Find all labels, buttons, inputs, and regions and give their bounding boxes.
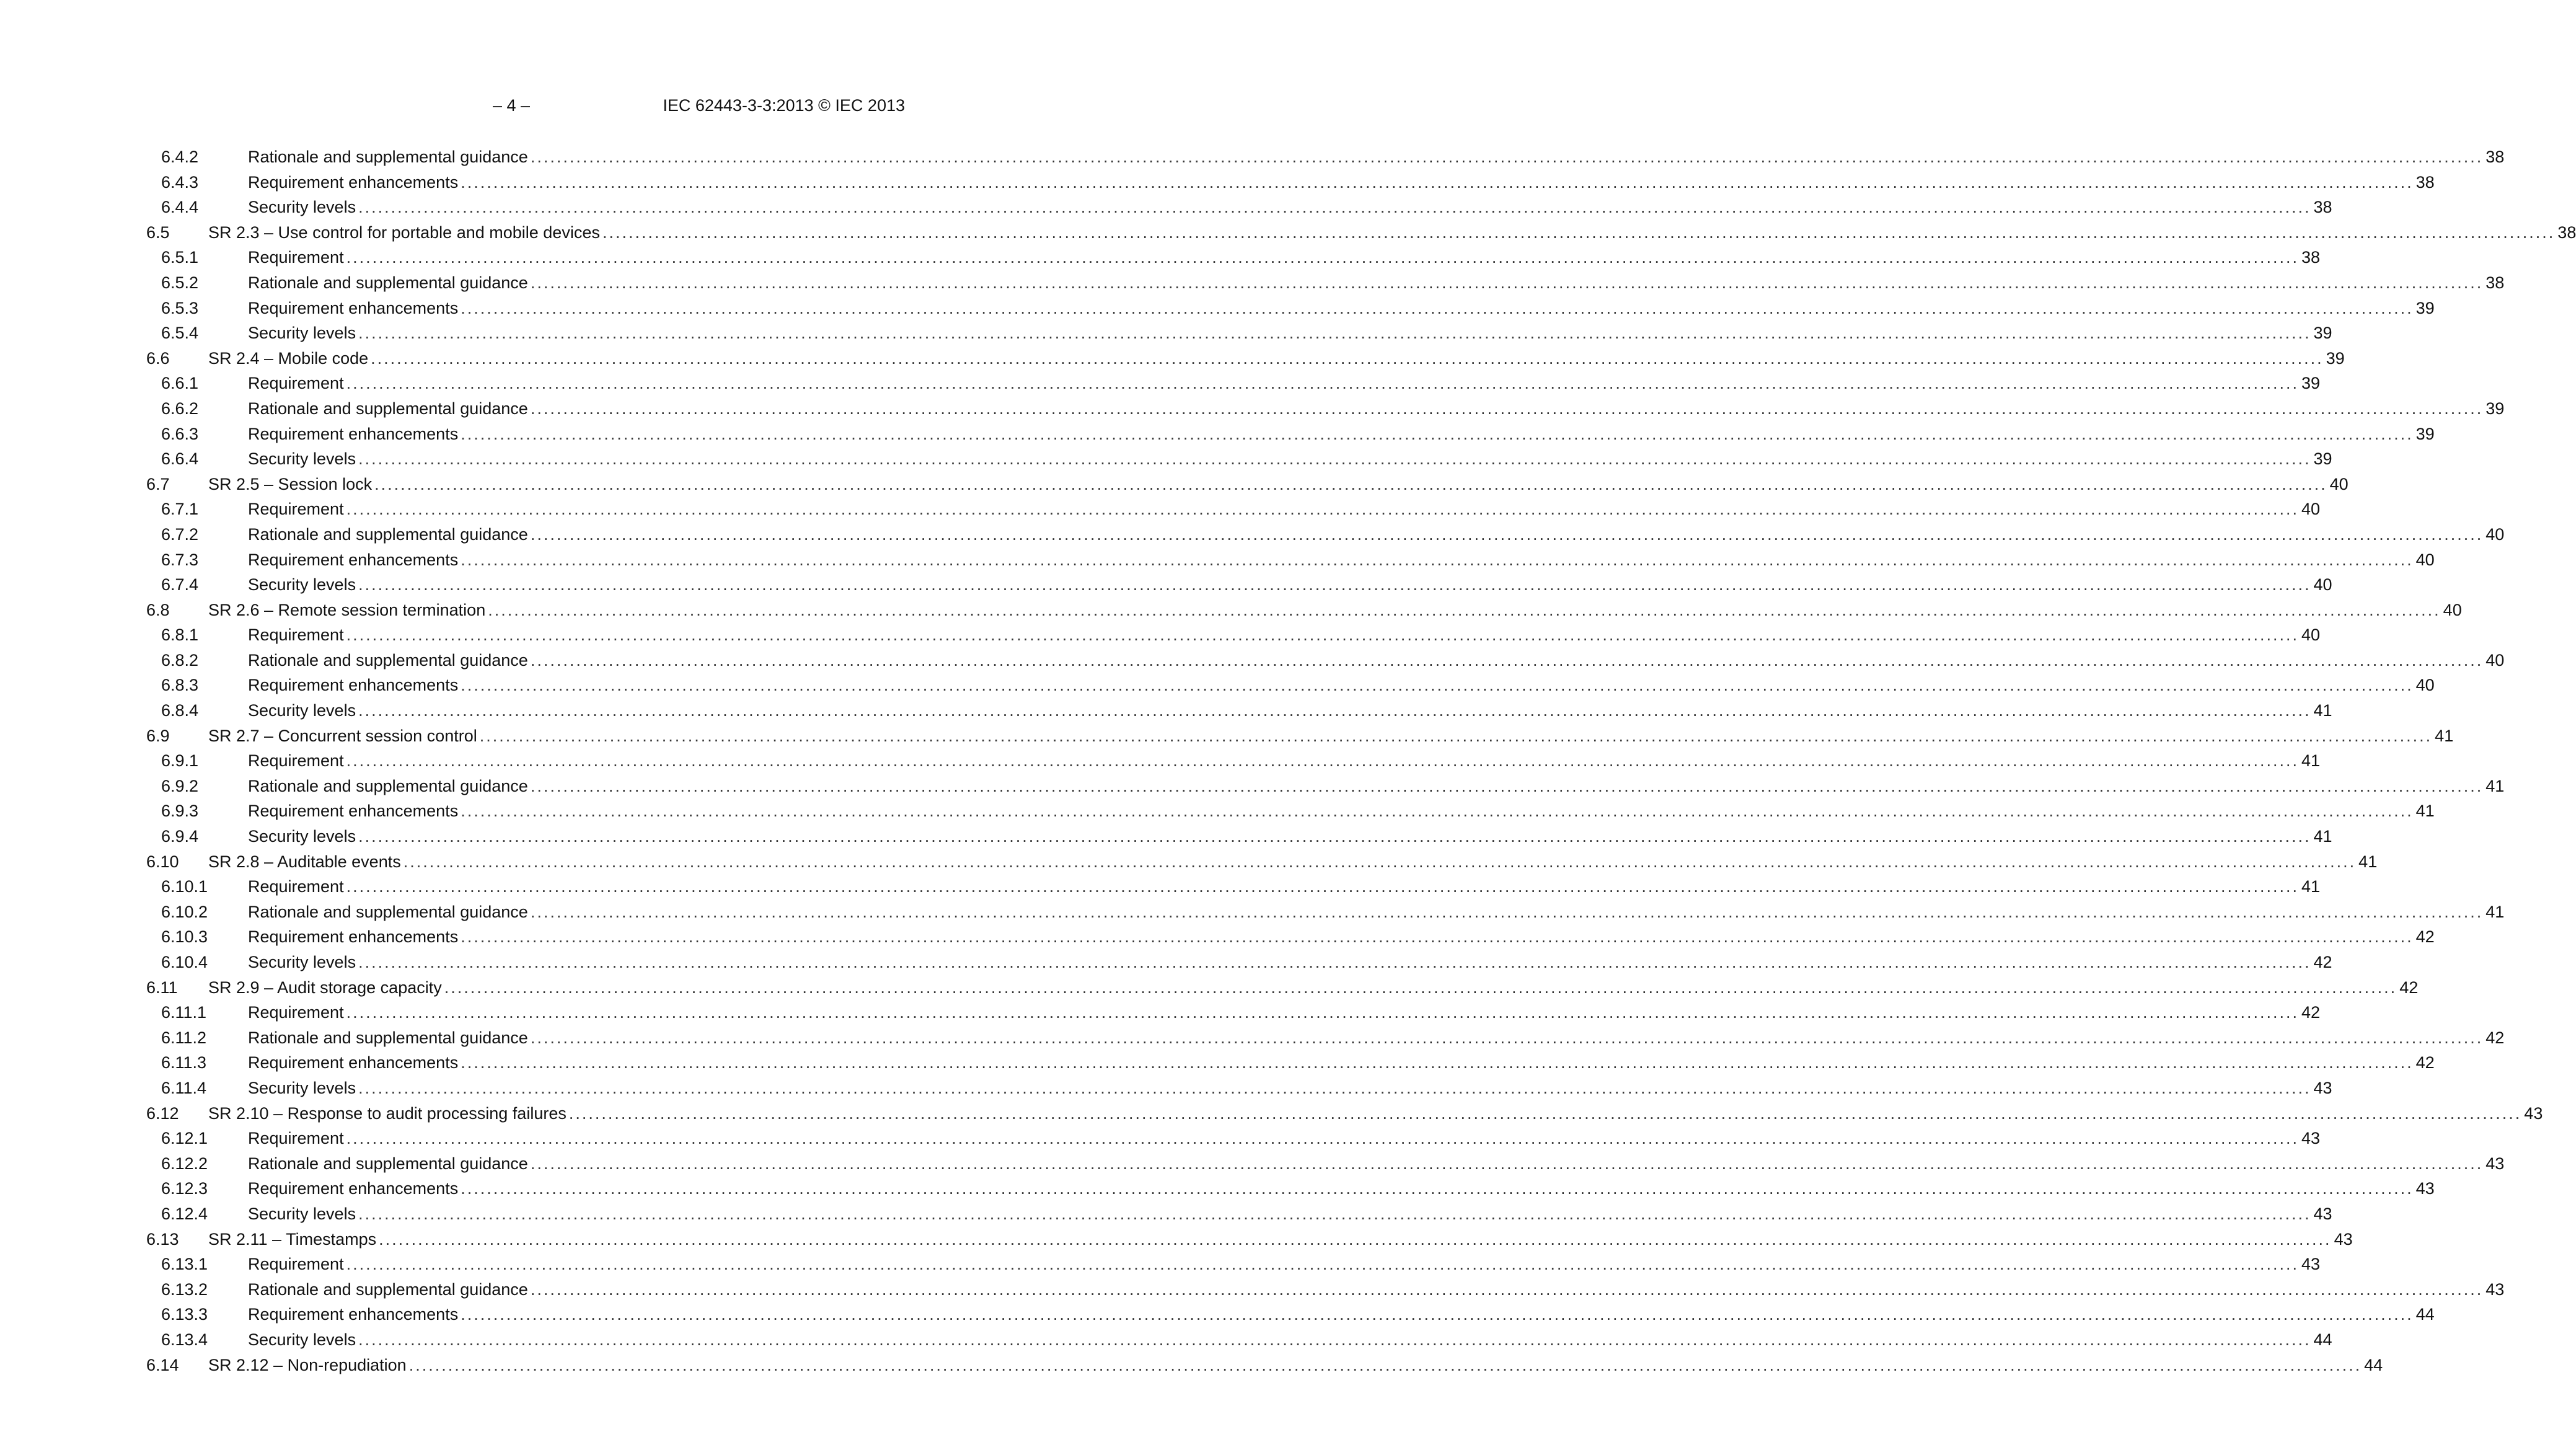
toc-entry[interactable]: [146, 824, 2332, 849]
toc-entry-number: 6.6.4: [161, 449, 199, 469]
toc-entry-line: [248, 874, 2321, 900]
toc-dot-leader: ............................................................................................................................................................................................................................................................................................................: [346, 248, 2300, 267]
toc-entry[interactable]: [146, 1252, 2321, 1277]
toc-dot-leader: ............................................................................................................................................................................................................................................................................................................: [461, 1179, 2414, 1198]
toc-entry-title: Rationale and supplemental guidance: [248, 902, 528, 921]
toc-entry-line: [248, 824, 2332, 849]
toc-dot-leader: ............................................................................................................................................................................................................................................................................................................: [461, 298, 2414, 317]
toc-entry-line: [248, 774, 2505, 799]
toc-entry-page-number: 42: [2415, 927, 2435, 947]
toc-entry-title: Rationale and supplemental guidance: [248, 148, 528, 166]
toc-entry-title: Requirement enhancements: [248, 172, 459, 192]
toc-entry[interactable]: [146, 572, 2332, 598]
toc-entry-number: 6.13.4: [161, 1330, 208, 1349]
toc-entry[interactable]: [146, 1025, 2505, 1051]
toc-dot-leader: ............................................................................................................................................................................................................................................................................................................: [346, 877, 2300, 896]
toc-entry-number: 6.6.1: [161, 374, 199, 393]
toc-entry[interactable]: [146, 975, 2419, 1001]
toc-entry-page-number: 43: [2415, 1179, 2435, 1198]
toc-entry[interactable]: [146, 371, 2321, 396]
toc-dot-leader: ............................................................................................................................................................................................................................................................................................................: [379, 1229, 2332, 1249]
toc-entry-title: Security levels: [248, 1204, 356, 1223]
toc-entry[interactable]: [146, 798, 2435, 824]
toc-entry[interactable]: [146, 195, 2332, 220]
toc-entry-title: Security levels: [248, 827, 356, 846]
toc-entry-line: [208, 1227, 2353, 1252]
toc-entry-number: 6.8.1: [161, 626, 199, 645]
toc-entry-line: [248, 1302, 2435, 1327]
toc-entry-line: [248, 1327, 2332, 1353]
toc-entry-title: SR 2.5 – Session lock: [208, 474, 373, 493]
toc-entry-number: 6.7.4: [161, 575, 199, 595]
toc-entry-line: [208, 346, 2345, 371]
toc-entry-number: 6.11.2: [161, 1028, 207, 1047]
toc-dot-leader: ............................................................................................................................................................................................................................................................................................................: [461, 1053, 2414, 1072]
toc-entry-title: SR 2.6 – Remote session termination: [208, 600, 486, 619]
toc-entry-line: [248, 170, 2435, 195]
toc-entry-line: [208, 723, 2454, 749]
toc-entry-line: [208, 849, 2378, 875]
toc-dot-leader: ............................................................................................................................................................................................................................................................................................................: [358, 575, 2311, 595]
toc-entry-title: Requirement: [248, 877, 344, 896]
toc-dot-leader: ............................................................................................................................................................................................................................................................................................................: [358, 701, 2311, 720]
toc-entry-line: [248, 547, 2435, 573]
toc-entry-page-number: 41: [2313, 827, 2332, 846]
toc-entry[interactable]: [146, 497, 2321, 522]
toc-entry-page-number: 40: [2486, 650, 2505, 670]
toc-entry-page-number: 39: [2326, 348, 2345, 368]
toc-entry-number: 6.4.2: [161, 148, 199, 166]
toc-dot-leader: ............................................................................................................................................................................................................................................................................................................: [358, 449, 2311, 469]
toc-entry-line: [248, 396, 2505, 422]
toc-entry-number: 6.11: [146, 978, 178, 997]
toc-entry-title: Security levels: [248, 575, 356, 595]
toc-entry-line: [208, 220, 2576, 245]
toc-entry[interactable]: [146, 723, 2454, 749]
toc-entry-number: 6.8.3: [161, 676, 199, 695]
toc-entry-line: [248, 900, 2505, 925]
toc-entry-number: 6.8.4: [161, 701, 199, 720]
toc-dot-leader: ............................................................................................................................................................................................................................................................................................................: [374, 474, 2327, 493]
toc-entry-title: Requirement enhancements: [248, 1305, 459, 1324]
toc-entry-number: 6.8.2: [161, 650, 199, 670]
toc-entry-line: [248, 748, 2321, 774]
toc-entry-title: Requirement enhancements: [248, 802, 459, 821]
toc-entry-title: Requirement enhancements: [248, 927, 459, 947]
toc-entry-page-number: 41: [2301, 877, 2321, 896]
toc-entry[interactable]: [146, 622, 2321, 648]
toc-entry-page-number: 40: [2329, 474, 2349, 493]
toc-dot-leader: ............................................................................................................................................................................................................................................................................................................: [530, 524, 2484, 544]
toc-entry-number: 6.5: [146, 223, 170, 242]
toc-entry-title: Rationale and supplemental guidance: [248, 1280, 528, 1299]
toc-entry[interactable]: [146, 1277, 2505, 1302]
toc-entry-page-number: 42: [2399, 978, 2419, 997]
toc-entry[interactable]: [146, 422, 2435, 447]
toc-entry-page-number: 41: [2486, 776, 2505, 795]
toc-entry-title: SR 2.11 – Timestamps: [208, 1229, 377, 1249]
toc-entry[interactable]: [146, 598, 2462, 623]
toc-dot-leader: ............................................................................................................................................................................................................................................................................................................: [461, 927, 2414, 947]
toc-entry-page-number: 44: [2364, 1355, 2383, 1374]
toc-entry-number: 6.5.3: [161, 298, 199, 317]
toc-entry-number: 6.7.2: [161, 524, 199, 544]
toc-entry[interactable]: [146, 1327, 2332, 1353]
toc-entry-line: [248, 144, 2505, 170]
toc-entry-title: Requirement enhancements: [248, 676, 459, 695]
toc-entry-line: [248, 1151, 2505, 1177]
toc-entry-line: [248, 522, 2505, 547]
toc-entry-page-number: 41: [2358, 852, 2378, 871]
toc-entry-number: 6.6.2: [161, 399, 199, 418]
toc-entry-page-number: 43: [2301, 1129, 2321, 1148]
toc-dot-leader: ............................................................................................................................................................................................................................................................................................................: [403, 852, 2357, 871]
toc-entry-title: Rationale and supplemental guidance: [248, 273, 528, 292]
toc-entry[interactable]: [146, 245, 2321, 270]
toc-entry-page-number: 44: [2415, 1305, 2435, 1324]
toc-entry-number: 6.9.2: [161, 776, 199, 795]
toc-entry-line: [208, 1353, 2383, 1378]
page-number: – 4 –: [493, 96, 531, 115]
toc-entry-title: Security levels: [248, 701, 356, 720]
toc-dot-leader: ............................................................................................................................................................................................................................................................................................................: [530, 776, 2484, 795]
toc-entry-page-number: 43: [2486, 1154, 2505, 1173]
toc-dot-leader: ............................................................................................................................................................................................................................................................................................................: [346, 374, 2300, 393]
toc-entry-title: SR 2.7 – Concurrent session control: [208, 726, 477, 745]
toc-dot-leader: ............................................................................................................................................................................................................................................................................................................: [568, 1103, 2522, 1123]
toc-entry[interactable]: [146, 1201, 2332, 1227]
toc-entry-title: SR 2.4 – Mobile code: [208, 348, 369, 368]
toc-dot-leader: ............................................................................................................................................................................................................................................................................................................: [479, 726, 2433, 745]
toc-entry-page-number: 40: [2301, 626, 2321, 645]
toc-entry-page-number: 39: [2415, 298, 2435, 317]
toc-entry-page-number: 38: [2557, 223, 2576, 242]
toc-entry-number: 6.13: [146, 1229, 179, 1249]
toc-entry-line: [248, 497, 2321, 522]
toc-entry[interactable]: [146, 1302, 2435, 1327]
toc-entry-number: 6.14: [146, 1355, 179, 1374]
toc-dot-leader: ............................................................................................................................................................................................................................................................................................................: [530, 1154, 2484, 1173]
toc-dot-leader: ............................................................................................................................................................................................................................................................................................................: [408, 1355, 2362, 1374]
toc-entry[interactable]: [146, 170, 2435, 195]
toc-entry-title: Requirement: [248, 1129, 344, 1148]
toc-dot-leader: ............................................................................................................................................................................................................................................................................................................: [530, 399, 2484, 418]
toc-dot-leader: ............................................................................................................................................................................................................................................................................................................: [488, 600, 2441, 619]
toc-entry-page-number: 43: [2486, 1280, 2505, 1299]
toc-entry-page-number: 38: [2301, 248, 2321, 267]
toc-entry-line: [248, 673, 2435, 698]
toc-entry-title: Requirement: [248, 374, 344, 393]
toc-entry-number: 6.5.1: [161, 248, 199, 267]
toc-entry-title: Rationale and supplemental guidance: [248, 524, 528, 544]
toc-dot-leader: ............................................................................................................................................................................................................................................................................................................: [346, 1255, 2300, 1274]
toc-entry-page-number: 39: [2313, 324, 2332, 343]
toc-entry[interactable]: [146, 1050, 2435, 1076]
toc-entry[interactable]: [146, 950, 2332, 975]
toc-entry-title: Security levels: [248, 953, 356, 971]
toc-entry-title: Rationale and supplemental guidance: [248, 776, 528, 795]
toc-entry-title: SR 2.10 – Response to audit processing failures: [208, 1103, 567, 1123]
toc-entry-number: 6.5.2: [161, 273, 199, 292]
toc-entry-page-number: 38: [2313, 198, 2332, 217]
toc-entry-number: 6.10.3: [161, 927, 208, 947]
toc-entry-page-number: 43: [2313, 1204, 2332, 1223]
toc-entry-line: [248, 321, 2332, 346]
toc-dot-leader: ............................................................................................................................................................................................................................................................................................................: [461, 550, 2414, 569]
toc-entry-line: [248, 1000, 2321, 1025]
toc-entry[interactable]: [146, 673, 2435, 698]
toc-entry[interactable]: [146, 321, 2332, 346]
toc-entry[interactable]: [146, 900, 2505, 925]
toc-entry-page-number: 40: [2415, 550, 2435, 569]
toc-entry-number: 6.6.3: [161, 424, 199, 443]
toc-dot-leader: ............................................................................................................................................................................................................................................................................................................: [346, 751, 2300, 771]
toc-entry-page-number: 38: [2486, 273, 2505, 292]
toc-dot-leader: ............................................................................................................................................................................................................................................................................................................: [444, 978, 2397, 997]
toc-entry[interactable]: [146, 1176, 2435, 1201]
toc-entry-line: [248, 270, 2505, 296]
toc-entry[interactable]: [146, 774, 2505, 799]
toc-entry[interactable]: [146, 522, 2505, 547]
toc-dot-leader: ............................................................................................................................................................................................................................................................................................................: [346, 1003, 2300, 1022]
toc-dot-leader: ............................................................................................................................................................................................................................................................................................................: [530, 273, 2484, 292]
toc-dot-leader: ............................................................................................................................................................................................................................................................................................................: [346, 626, 2300, 645]
toc-entry-line: [248, 296, 2435, 321]
toc-entry-page-number: 38: [2415, 172, 2435, 192]
toc-entry-number: 6.9.1: [161, 751, 199, 771]
toc-entry-title: Requirement: [248, 1255, 344, 1274]
toc-entry-number: 6.8: [146, 600, 170, 619]
toc-entry[interactable]: [146, 296, 2435, 321]
toc-entry[interactable]: [146, 270, 2505, 296]
toc-entry-page-number: 42: [2313, 953, 2332, 971]
toc-entry-page-number: 41: [2435, 726, 2454, 745]
toc-entry[interactable]: [146, 1353, 2383, 1378]
toc-entry-number: 6.11.1: [161, 1003, 207, 1022]
toc-entry-title: Security levels: [248, 324, 356, 343]
toc-dot-leader: ............................................................................................................................................................................................................................................................................................................: [530, 1028, 2484, 1047]
toc-entry[interactable]: [146, 220, 2576, 245]
toc-entry-line: [248, 1277, 2505, 1302]
toc-entry-number: 6.4.4: [161, 198, 199, 217]
toc-entry-line: [208, 975, 2419, 1001]
toc-entry-title: Rationale and supplemental guidance: [248, 650, 528, 670]
toc-entry-number: 6.5.4: [161, 324, 199, 343]
toc-entry-number: 6.12.4: [161, 1204, 208, 1223]
toc-entry[interactable]: [146, 144, 2505, 170]
toc-entry-number: 6.10.1: [161, 877, 208, 896]
toc-entry[interactable]: [146, 446, 2332, 472]
toc-entry-page-number: 39: [2301, 374, 2321, 393]
toc-entry-number: 6.13.2: [161, 1280, 208, 1299]
toc-entry-page-number: 44: [2313, 1330, 2332, 1349]
toc-entry-line: [248, 798, 2435, 824]
toc-entry-title: Requirement: [248, 1003, 344, 1022]
toc-entry-line: [248, 1076, 2332, 1101]
toc-entry-page-number: 39: [2486, 399, 2505, 418]
toc-dot-leader: ............................................................................................................................................................................................................................................................................................................: [461, 802, 2414, 821]
toc-entry-page-number: 38: [2486, 148, 2505, 166]
toc-entry-page-number: 42: [2415, 1053, 2435, 1072]
toc-entry-page-number: 39: [2313, 449, 2332, 469]
toc-entry[interactable]: [146, 472, 2349, 497]
toc-entry-line: [248, 1201, 2332, 1227]
toc-entry[interactable]: [146, 1151, 2505, 1177]
toc-dot-leader: ............................................................................................................................................................................................................................................................................................................: [358, 1330, 2311, 1349]
toc-dot-leader: ............................................................................................................................................................................................................................................................................................................: [346, 1129, 2300, 1148]
toc-entry-page-number: 43: [2334, 1229, 2353, 1249]
toc-entry-line: [248, 446, 2332, 472]
page-header: [0, 96, 1025, 121]
toc-entry-page-number: 42: [2301, 1003, 2321, 1022]
table-of-contents: [146, 144, 2576, 1377]
toc-entry-number: 6.12.2: [161, 1154, 208, 1173]
toc-entry-number: 6.10.4: [161, 953, 208, 971]
toc-entry-number: 6.6: [146, 348, 170, 368]
toc-entry-line: [248, 245, 2321, 270]
toc-entry-line: [248, 1176, 2435, 1201]
toc-entry-title: SR 2.3 – Use control for portable and mobile devices: [208, 223, 600, 242]
toc-entry-line: [248, 422, 2435, 447]
toc-entry-number: 6.11.4: [161, 1078, 207, 1097]
toc-entry-title: SR 2.9 – Audit storage capacity: [208, 978, 442, 997]
toc-entry-page-number: 41: [2415, 802, 2435, 821]
toc-entry-page-number: 43: [2524, 1103, 2543, 1123]
toc-entry-title: Requirement enhancements: [248, 298, 459, 317]
toc-entry-page-number: 41: [2301, 751, 2321, 771]
toc-dot-leader: ............................................................................................................................................................................................................................................................................................................: [358, 827, 2311, 846]
toc-entry-page-number: 43: [2313, 1078, 2332, 1097]
toc-entry-title: Security levels: [248, 198, 356, 217]
toc-dot-leader: ............................................................................................................................................................................................................................................................................................................: [530, 1280, 2484, 1299]
toc-entry-title: Requirement: [248, 248, 344, 267]
toc-dot-leader: ............................................................................................................................................................................................................................................................................................................: [358, 198, 2311, 217]
toc-entry-line: [248, 371, 2321, 396]
toc-entry-number: 6.13.3: [161, 1305, 208, 1324]
toc-entry-line: [248, 924, 2435, 950]
toc-entry[interactable]: [146, 1101, 2543, 1126]
toc-entry-line: [248, 572, 2332, 598]
toc-entry[interactable]: [146, 748, 2321, 774]
toc-entry-number: 6.10: [146, 852, 179, 871]
toc-entry-line: [248, 648, 2505, 673]
toc-entry-title: Rationale and supplemental guidance: [248, 399, 528, 418]
toc-entry-number: 6.7.1: [161, 500, 199, 519]
toc-entry[interactable]: [146, 1076, 2332, 1101]
toc-entry[interactable]: [146, 547, 2435, 573]
toc-entry-title: SR 2.12 – Non-repudiation: [208, 1355, 407, 1374]
toc-entry-number: 6.7: [146, 474, 170, 493]
toc-entry-number: 6.9.3: [161, 802, 199, 821]
toc-entry-line: [248, 622, 2321, 648]
toc-entry[interactable]: [146, 396, 2505, 422]
toc-entry-title: SR 2.8 – Auditable events: [208, 852, 401, 871]
toc-entry-number: 6.9: [146, 726, 170, 745]
toc-dot-leader: ............................................................................................................................................................................................................................................................................................................: [461, 424, 2414, 443]
toc-entry-page-number: 39: [2415, 424, 2435, 443]
toc-entry-number: 6.4.3: [161, 172, 199, 192]
toc-entry[interactable]: [146, 874, 2321, 900]
toc-entry[interactable]: [146, 346, 2345, 371]
toc-dot-leader: ............................................................................................................................................................................................................................................................................................................: [530, 650, 2484, 670]
toc-entry-line: [248, 1252, 2321, 1277]
toc-entry-title: Requirement enhancements: [248, 1179, 459, 1198]
toc-entry-page-number: 40: [2486, 524, 2505, 544]
toc-entry[interactable]: [146, 1227, 2353, 1252]
toc-entry-page-number: 40: [2443, 600, 2462, 619]
toc-entry[interactable]: [146, 698, 2332, 723]
toc-entry-number: 6.12.3: [161, 1179, 208, 1198]
toc-dot-leader: ............................................................................................................................................................................................................................................................................................................: [530, 902, 2484, 921]
toc-dot-leader: ............................................................................................................................................................................................................................................................................................................: [371, 348, 2324, 368]
toc-entry-number: 6.12: [146, 1103, 179, 1123]
toc-dot-leader: ............................................................................................................................................................................................................................................................................................................: [346, 500, 2300, 519]
toc-entry-line: [248, 1050, 2435, 1076]
toc-dot-leader: ............................................................................................................................................................................................................................................................................................................: [461, 172, 2414, 192]
toc-dot-leader: ............................................................................................................................................................................................................................................................................................................: [461, 1305, 2414, 1324]
toc-dot-leader: ............................................................................................................................................................................................................................................................................................................: [358, 324, 2311, 343]
toc-entry[interactable]: [146, 849, 2378, 875]
toc-entry[interactable]: [146, 648, 2505, 673]
toc-entry[interactable]: [146, 924, 2435, 950]
toc-dot-leader: ............................................................................................................................................................................................................................................................................................................: [358, 953, 2311, 971]
toc-entry-title: Requirement: [248, 626, 344, 645]
toc-entry-line: [248, 698, 2332, 723]
toc-entry-line: [248, 1025, 2505, 1051]
toc-entry-title: Requirement enhancements: [248, 1053, 459, 1072]
toc-entry-page-number: 41: [2486, 902, 2505, 921]
toc-entry-page-number: 43: [2301, 1255, 2321, 1274]
toc-entry-page-number: 41: [2313, 701, 2332, 720]
toc-entry-title: Rationale and supplemental guidance: [248, 1154, 528, 1173]
toc-entry-line: [208, 1101, 2543, 1126]
toc-entry-number: 6.9.4: [161, 827, 199, 846]
toc-entry-title: Security levels: [248, 1078, 356, 1097]
toc-entry-title: Requirement: [248, 751, 344, 771]
toc-entry-page-number: 40: [2415, 676, 2435, 695]
toc-entry-line: [208, 472, 2349, 497]
toc-entry-number: 6.12.1: [161, 1129, 208, 1148]
toc-entry-page-number: 40: [2301, 500, 2321, 519]
toc-entry[interactable]: [146, 1000, 2321, 1025]
toc-dot-leader: ............................................................................................................................................................................................................................................................................................................: [461, 676, 2414, 695]
toc-entry-number: 6.13.1: [161, 1255, 208, 1274]
toc-entry-title: Requirement: [248, 500, 344, 519]
toc-entry-title: Requirement enhancements: [248, 424, 459, 443]
toc-dot-leader: ............................................................................................................................................................................................................................................................................................................: [358, 1078, 2311, 1097]
toc-entry[interactable]: [146, 1126, 2321, 1151]
toc-entry-title: Rationale and supplemental guidance: [248, 1028, 528, 1047]
document-reference: IEC 62443-3-3:2013 © IEC 2013: [663, 96, 905, 115]
toc-entry-line: [208, 598, 2462, 623]
toc-entry-page-number: 40: [2313, 575, 2332, 595]
toc-dot-leader: ............................................................................................................................................................................................................................................................................................................: [602, 223, 2556, 242]
toc-entry-title: Security levels: [248, 1330, 356, 1349]
toc-entry-number: 6.11.3: [161, 1053, 207, 1072]
toc-entry-line: [248, 950, 2332, 975]
toc-entry-number: 6.10.2: [161, 902, 208, 921]
toc-dot-leader: ............................................................................................................................................................................................................................................................................................................: [358, 1204, 2311, 1223]
toc-entry-title: Requirement enhancements: [248, 550, 459, 569]
toc-entry-title: Security levels: [248, 449, 356, 469]
toc-entry-line: [248, 195, 2332, 220]
toc-entry-line: [248, 1126, 2321, 1151]
toc-dot-leader: ............................................................................................................................................................................................................................................................................................................: [530, 148, 2484, 166]
toc-entry-page-number: 42: [2486, 1028, 2505, 1047]
toc-entry-number: 6.7.3: [161, 550, 199, 569]
